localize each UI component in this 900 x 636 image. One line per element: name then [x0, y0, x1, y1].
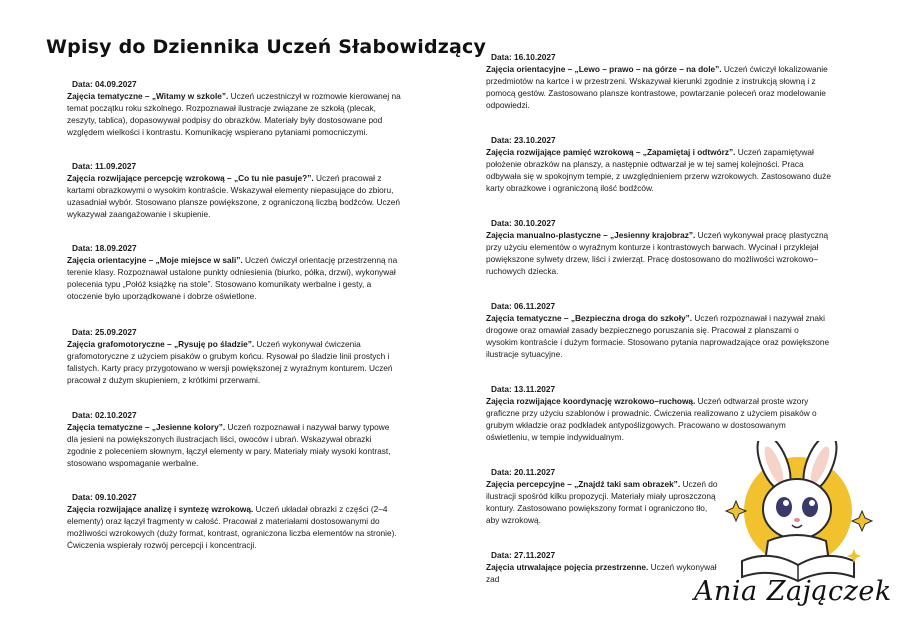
entry-text	[67, 503, 402, 551]
journal-entry	[486, 217, 831, 277]
journal-entry	[486, 466, 721, 526]
eye-shine-right	[809, 500, 815, 506]
entry-text	[67, 421, 402, 469]
entry-description: Uczeń układał obrazki z części (2–4 elementy) oraz łączył fragmenty w całość. Pracował z materiałami dostosowanymi do możliwości wzrokowych (duży format, kontrast, ograniczona liczba elementów na stronie). Ćwiczenia wspierały rozwój percepcji i koncentracji.	[67, 504, 397, 551]
entry-text	[486, 312, 831, 360]
journal-entry	[67, 326, 402, 386]
entry-date: Data: 02.10.2027	[72, 410, 137, 420]
entry-date: Data: 16.10.2027	[491, 52, 556, 62]
entry-topic: Zajęcia tematyczne – „Witamy w szkole”.	[67, 91, 229, 102]
entry-description: Uczeń wykonywał zad	[486, 562, 717, 585]
entry-topic: Zajęcia orientacyjne – „Lewo – prawo – na górze – na dole”.	[486, 64, 722, 75]
journal-entry	[486, 549, 721, 585]
entry-topic: Zajęcia tematyczne – „Bezpieczna droga do szkoły”.	[486, 313, 693, 324]
entry-date: Data: 25.09.2027	[72, 327, 137, 337]
entry-date: Data: 09.10.2027	[72, 492, 137, 502]
entry-description: Uczeń rozpoznawał i nazywał znaki drogowe oraz omawiał zasady bezpiecznego poruszania się. Pracował z planszami o wysokim kontraście i dużym formacie. Stosowano pytania naprowadzające oraz powiększone ilustracje sytuacyjne.	[486, 313, 830, 360]
entry-text	[486, 63, 831, 111]
entry-date: Data: 20.11.2027	[491, 467, 556, 477]
entry-description: Uczeń wykonywał ćwiczenia grafomotoryczne z użyciem pisaków o grubym końcu. Rysował po śladzie linii prostych i falistych. Karty pracy przygotowano w wersji powiększonej z wyraźnym konturem. Uczeń pracował z dużym skupieniem, z krótkimi przerwami.	[67, 339, 393, 386]
journal-entry	[67, 160, 402, 220]
sparkle-icon	[852, 511, 872, 531]
bunny-eye-left	[776, 497, 792, 517]
entry-description: Uczeń wykonywał pracę plastyczną przy użyciu elementów o wyraźnym konturze i kontrastowych barwach. Wycinał i przyklejał powiększone sylwety drzew, liści i zwierząt. Pracę dostosowano do możliwości wzrokowo–ruchowych dziecka.	[486, 230, 829, 277]
entry-topic: Zajęcia tematyczne – „Jesienne kolory”.	[67, 422, 226, 433]
entry-text	[486, 395, 831, 443]
journal-entry	[486, 134, 831, 194]
entry-date: Data: 04.09.2027	[72, 79, 137, 89]
entry-text	[67, 172, 402, 220]
journal-entry	[67, 78, 402, 138]
entry-date: Data: 18.09.2027	[72, 243, 137, 253]
entry-topic: Zajęcia rozwijające analizę i syntezę wzrokową.	[67, 504, 254, 515]
entry-date: Data: 13.11.2027	[491, 384, 556, 394]
bunny-head	[763, 479, 831, 539]
bunny-mascot-icon	[712, 441, 888, 587]
entry-topic: Zajęcia orientacyjne – „Moje miejsce w sali”.	[67, 255, 243, 266]
entry-description: Uczeń rozpoznawał i nazywał barwy typowe dla jesieni na powiększonych ilustracjach liści, owoców i ubrań. Wskazywał obrazki zgodnie z poleceniem słownym, łączył elementy w pary. Materiały miały wysoki kontrast, stosowano wspomaganie werbalne.	[67, 422, 391, 469]
entry-date: Data: 27.11.2027	[491, 550, 556, 560]
entry-text	[67, 338, 402, 386]
journal-entry	[67, 491, 402, 551]
entry-date: Data: 11.09.2027	[72, 161, 137, 171]
entry-description: Uczeń pracował z kartami obrazkowymi o wysokim kontraście. Wskazywał elementy niepasujące do zbioru, uzasadniał wybór. Stosowano plansze powiększone, z ograniczoną liczbą bodźców. Uczeń wykazywał zaangażowanie i skupienie.	[67, 173, 400, 220]
journal-entry	[67, 409, 402, 469]
journal-entry	[486, 51, 831, 111]
entry-text	[67, 254, 402, 302]
bunny-eye-right	[802, 497, 818, 517]
entry-topic: Zajęcia rozwijające percepcję wzrokową – „Co tu nie pasuje?”.	[67, 173, 314, 184]
entry-text	[486, 478, 721, 526]
entry-date: Data: 06.11.2027	[491, 301, 556, 311]
journal-entry	[67, 242, 402, 302]
entry-topic: Zajęcia grafomotoryczne – „Rysuję po śladzie”.	[67, 339, 255, 350]
page-title: Wpisy do Dziennika Uczeń Słabowidzący	[46, 36, 487, 58]
entry-text	[486, 229, 831, 277]
entry-description: Uczeń ćwiczył orientację przestrzenną na terenie klasy. Rozpoznawał ustalone punkty odniesienia (biurko, półka, drzwi), wykonywał polecenia typu „Połóż książkę na stole”. Stosowano komunikaty werbalne i gesty, a otoczenie było uporządkowane i dobrze oświetlone.	[67, 255, 398, 302]
entry-description: Uczeń uczestniczył w rozmowie kierowanej na temat początku roku szkolnego. Rozpoznawał ilustracje związane ze szkołą (plecak, zeszyty, tablica), dopasowywał podpisy do obrazków. Materiały były dostosowane pod względem wielkości i kontrastu. Komunikację wspierano pytaniami pomocniczymi.	[67, 91, 401, 138]
entry-topic: Zajęcia percepcyjne – „Znajdź taki sam obrazek”.	[486, 479, 681, 490]
entry-description: Uczeń ćwiczył lokalizowanie przedmiotów na kartce i w przestrzeni. Wskazywał kierunki zgodnie z instrukcją słowną i z pomocą gestów. Zastosowano plansze kontrastowe, powtarzanie poleceń oraz modelowanie odpowiedzi.	[486, 64, 828, 111]
eye-shine-left	[783, 500, 789, 506]
journal-entry	[486, 300, 831, 360]
entry-text	[486, 146, 831, 194]
entry-date: Data: 23.10.2027	[491, 135, 556, 145]
entry-text	[67, 90, 402, 138]
entry-description: Uczeń do ilustracji spośród kilku propozycji. Materiały miały uproszczoną kontury. Zastosowano powiększony format i ograniczono tło, aby wzrokową.	[486, 479, 718, 526]
entry-description: Uczeń odtwarzał proste wzory graficzne przy użyciu szablonów i prowadnic. Ćwiczenia realizowano z użyciem pisaków o grubym wkładzie oraz podkładek antypoślizgowych. Pracowano w dostosowanym oświetleniu, w tempie indywidualnym.	[486, 396, 817, 443]
entry-date: Data: 30.10.2027	[491, 218, 556, 228]
bunny-nose	[794, 518, 800, 522]
entry-topic: Zajęcia manualno-plastyczne – „Jesienny krajobraz”.	[486, 230, 696, 241]
journal-entry	[486, 383, 831, 443]
entry-topic: Zajęcia rozwijające koordynację wzrokowo–ruchową.	[486, 396, 696, 407]
entry-text	[486, 561, 721, 585]
entry-topic: Zajęcia utrwalające pojęcia przestrzenne.	[486, 562, 649, 573]
entry-description: Uczeń zapamiętywał położenie obrazków na planszy, a następnie odtwarzał je w tej samej kolejności. Praca odbywała się w spokojnym tempie, z uwzględnieniem przerw wzrokowych. Zastosowano duże karty obrazkowe i ograniczoną ilość bodźców.	[486, 147, 831, 194]
sparkle-icon	[726, 501, 746, 521]
author-signature: Ania Zajączek	[694, 576, 892, 607]
entry-topic: Zajęcia rozwijające pamięć wzrokową – „Zapamiętaj i odtwórz”.	[486, 147, 736, 158]
